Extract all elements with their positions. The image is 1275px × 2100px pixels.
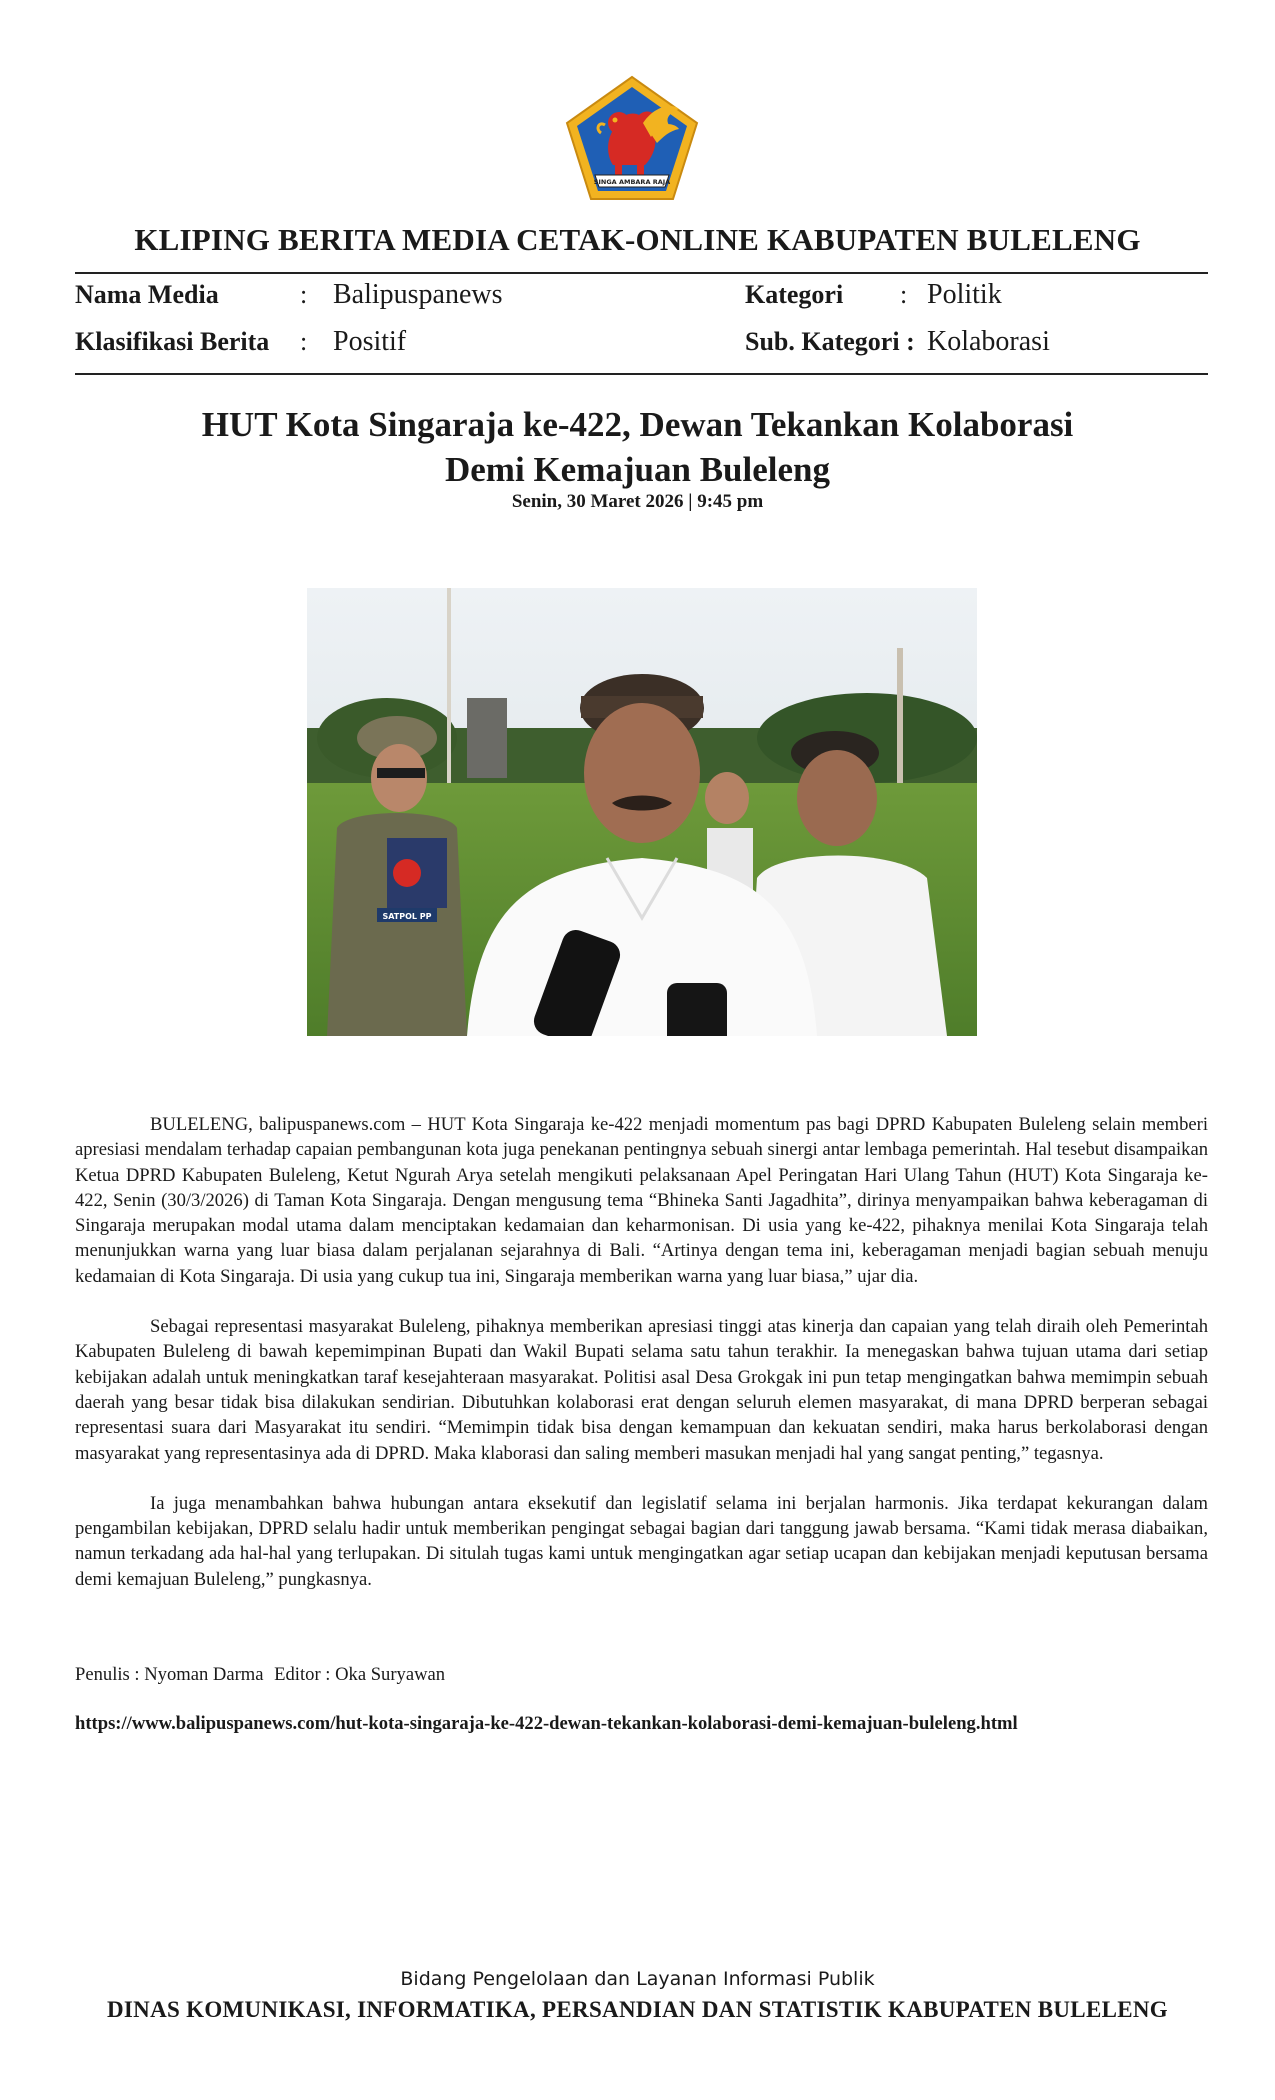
meta-colon: : bbox=[300, 280, 308, 309]
article-editor: Editor : Oka Suryawan bbox=[274, 1664, 446, 1685]
article-source-link[interactable]: https://www.balipuspanews.com/hut-kota-singaraja-ke-422-dewan-tekankan-kolaborasi-demi-kemajuan-buleleng.html bbox=[75, 1713, 1018, 1734]
header-divider-top bbox=[75, 272, 1208, 274]
meta-row-klasifikasi bbox=[75, 327, 1208, 367]
kabupaten-buleleng-logo bbox=[565, 75, 699, 201]
article-title-line-1: HUT Kota Singaraja ke-422, Dewan Tekankan Kolaborasi bbox=[201, 405, 1074, 444]
klasifikasi-value: Positif bbox=[333, 326, 407, 357]
article-writer: Penulis : Nyoman Darma bbox=[75, 1664, 264, 1685]
article-title bbox=[100, 402, 1175, 492]
klasifikasi-label: Klasifikasi Berita bbox=[75, 327, 270, 356]
document-header-title: KLIPING BERITA MEDIA CETAK-ONLINE KABUPATEN BULELENG bbox=[134, 222, 1141, 257]
article-title-line-2: Demi Kemajuan Buleleng bbox=[445, 450, 830, 489]
subkategori-label: Sub. Kategori : bbox=[745, 327, 915, 356]
article-credits bbox=[75, 1664, 451, 1686]
logo-banner-text: SINGA AMBARA RAJA bbox=[593, 178, 671, 186]
subkategori-value: Kolaborasi bbox=[927, 326, 1050, 357]
kategori-value: Politik bbox=[927, 279, 1002, 310]
article-paragraph-2: Sebagai representasi masyarakat Buleleng, pihaknya memberikan apresiasi tinggi atas kinerja dan capaian yang telah diraih oleh Pemerintah Kabupaten Buleleng di bawah kepemimpinan Bupati dan Wakil Bupati selama satu tahun terakhir. Ia menegaskan bahwa tujuan utama dari setiap kebijakan adalah untuk meningkatkan taraf kesejahteraan masyarakat. Politisi asal Desa Grokgak ini pun tetap mengingatkan bahwa memimpin sebuah daerah yang besar tidak bisa dilakukan sendirian. Dibutuhkan kolaborasi erat dengan seluruh elemen masyarakat, di mana DPRD berperan sebagai representasi suara dari Masyarakat itu sendiri. “Memimpin tidak bisa dengan kemampuan dan kekuatan sendiri, maka harus berkolaborasi dengan masyarakat yang representasinya ada di DPRD. Maka klaborasi dan saling memberi masukan menjadi hal yang sangat penting,” tegasnya. bbox=[75, 1316, 1208, 1464]
article-body bbox=[75, 1112, 1208, 1617]
article-date: Senin, 30 Maret 2026 | 9:45 pm bbox=[511, 491, 764, 512]
article-paragraph-1: BULELENG, balipuspanews.com – HUT Kota Singaraja ke-422 menjadi momentum pas bagi DPRD Kabupaten Buleleng selain memberi apresiasi mendalam terhadap capaian pembangunan kota juga penekanan pentingnya sebuah sinergi antar lembaga pemerintah. Hal tesebut disampaikan Ketua DPRD Kabupaten Buleleng, Ketut Ngurah Arya setelah mengikuti pelaksanaan Apel Peringatan Hari Ulang Tahun (HUT) Kota Singaraja ke-422, Senin (30/3/2026) di Taman Kota Singaraja. Dengan mengusung tema “Bhineka Santi Jagadhita”, dirinya menyampaikan bahwa keberagaman di Singaraja merupakan modal utama dalam menciptakan kedamaian dan keharmonisan. Di usia yang ke-422, pihaknya menilai Kota Singaraja telah menunjukkan warna yang luar biasa dalam perjalanan sejarahnya di Bali. “Artinya dengan tema ini, keberagaman menjadi bagian sebuah menuju kedamaian di Kota Singaraja. Di usia yang cukup tua ini, Singaraja memberikan warna yang luar biasa,” ujar dia. bbox=[75, 1114, 1208, 1287]
kategori-label: Kategori bbox=[745, 280, 844, 309]
singa-ambara-raja-emblem-icon bbox=[565, 75, 699, 201]
meta-colon: : bbox=[300, 327, 308, 356]
footer-agency: DINAS KOMUNIKASI, INFORMATIKA, PERSANDIAN DAN STATISTIK KABUPATEN BULELENG bbox=[107, 1997, 1168, 2022]
article-photo bbox=[307, 588, 977, 1036]
footer-department: Bidang Pengelolaan dan Layanan Informasi Publik bbox=[400, 1968, 875, 1990]
officer-badge-text: SATPOL PP bbox=[382, 912, 432, 921]
meta-colon: : bbox=[900, 280, 908, 309]
article-paragraph-3: Ia juga menambahkan bahwa hubungan antara eksekutif dan legislatif selama ini berjalan harmonis. Jika terdapat kekurangan dalam pengambilan kebijakan, DPRD selalu hadir untuk memberikan pengingat sebagai bagian dari tanggung jawab bersama. “Kami tidak merasa diabaikan, namun terkadang ada hal-hal yang terlupakan. Di situlah tugas kami untuk mengingatkan agar setiap ucapan dan kebijakan menjadi keputusan bersama demi kemajuan Buleleng,” pungkasnya. bbox=[75, 1492, 1208, 1590]
nama-media-label: Nama Media bbox=[75, 280, 219, 309]
meta-row-media bbox=[75, 280, 1208, 320]
header-divider-bottom bbox=[75, 373, 1208, 375]
nama-media-value: Balipuspanews bbox=[333, 279, 503, 310]
